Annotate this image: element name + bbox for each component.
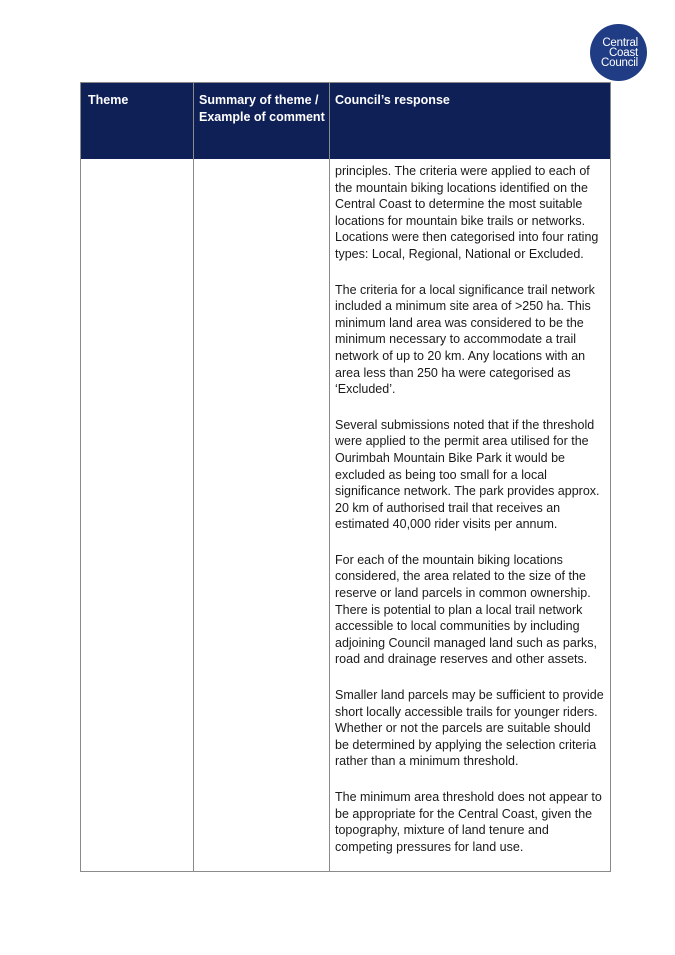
response-paragraph: The minimum area threshold does not appear to be appropriate for the Central Coast, given the topography, mixture of land tenure and competing pressures for land use. — [335, 790, 602, 854]
header-theme: Theme — [88, 93, 129, 107]
response-paragraph: Smaller land parcels may be sufficient to provide short locally accessible trails for younger riders. Whether or not the parcels are suitable should be determined by applying the selection criteria rather than a minimum threshold. — [335, 688, 604, 769]
header-summary: Summary of theme / Example of comment — [199, 93, 325, 124]
response-paragraph: Several submissions noted that if the threshold were applied to the permit area utilised for the Ourimbah Mountain Bike Park it would be excluded as being too small for a local significance network. The park provides approx. 20 km of authorised trail that receives an estimated 40,000 rider visits per annum. — [335, 417, 600, 532]
column-divider-1 — [193, 83, 194, 871]
logo-line-3: Council — [601, 56, 638, 69]
logo-line-1: Central — [602, 36, 638, 49]
response-paragraph: For each of the mountain biking locations considered, the area related to the size of the reserve or land parcels in common ownership. There is potential to plan a local trail network accessible to local communities by including adjoining Council managed land such as parks, road and drainage reserves and other assets. — [335, 552, 597, 667]
response-paragraph: principles. The criteria were applied to each of the mountain biking locations identified on the Central Coast to determine the most suitable locations for mountain bike trails or networks. Locations were then categorised into four rating types: Local, Regional, National or Excluded. — [335, 164, 599, 261]
submissions-table — [80, 82, 611, 872]
council-response-cell — [335, 163, 607, 874]
column-divider-2 — [329, 83, 330, 871]
table-header — [81, 83, 610, 159]
council-logo — [590, 24, 647, 81]
header-council-response: Council’s response — [335, 93, 450, 107]
response-paragraph: The criteria for a local significance trail network included a minimum site area of >250 ha. This minimum land area was considered to be the minimum necessary to accommodate a trail network of up to 20 km. Any locations with an area less than 250 ha were categorised as ‘Excluded’. — [335, 282, 595, 397]
logo-line-2: Coast — [608, 46, 638, 59]
